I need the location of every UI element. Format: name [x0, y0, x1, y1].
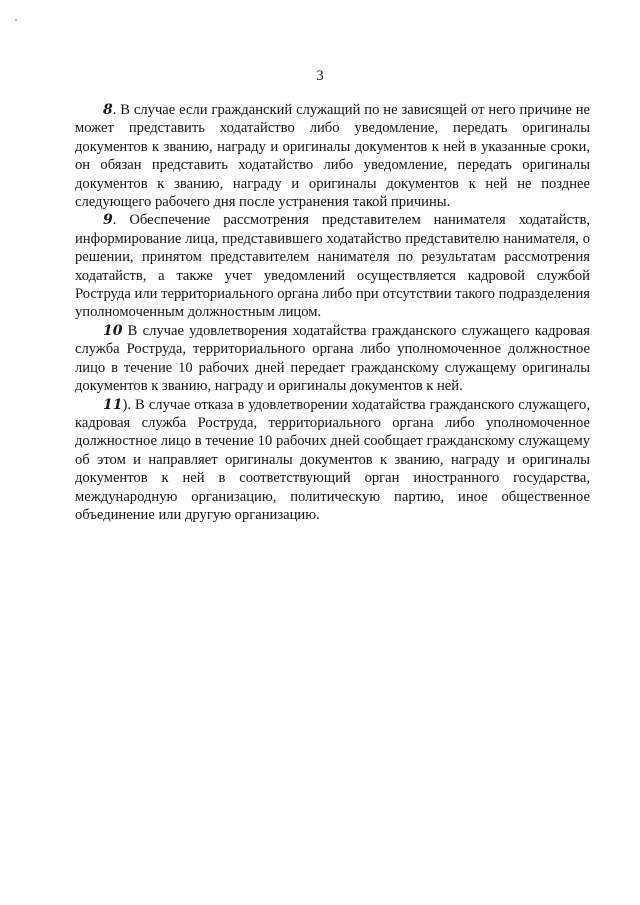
- paragraph-10: [75, 322, 590, 396]
- paragraph-8-text: . В случае если гражданский служащий по не зависящей от него причине не может представить ходатайство либо уведомление, передать оригиналы документов к званию, награду и оригиналы документов к ней в указанные сроки, он обязан представить ходатайство либо уведомление, передать оригиналы документов к званию, награду и оригиналы документов к ней не позднее следующего рабочего дня после устранения такой причины.: [75, 102, 590, 211]
- paragraph-11: [75, 396, 590, 525]
- handwritten-number-9: 9: [103, 212, 113, 229]
- paragraph-11-text: ). В случае отказа в удовлетворении ходатайства гражданского служащего, кадровая служба Роструда, территориального органа либо уполномоченное должностное лицо в течение 10 рабочих дней сообщает гражданскому служащему об этом и направляет оригиналы документов к званию, награду и оригиналы документов к ней в соответствующий орган иностранного государства, международную организацию, политическую партию, иное общественное объединение или другую организацию.: [75, 396, 590, 523]
- paragraph-8: [75, 101, 590, 211]
- handwritten-number-8: 8: [103, 102, 113, 118]
- document-body: [75, 101, 590, 524]
- scan-speck: [15, 19, 17, 21]
- handwritten-number-11: 11: [103, 396, 123, 413]
- paragraph-9: [75, 211, 590, 321]
- paragraph-9-text: . Обеспечение рассмотрения представителем нанимателя ходатайств, информирование лица, представившего ходатайство представителю нанимателя, о решении, принятом представителем нанимателя по результатам рассмотрения ходатайств, а также учет уведомлений осуществляется кадровой службой Роструда или территориального органа либо при отсутствии такого подразделения уполномоченным должностным лицом.: [75, 212, 590, 321]
- handwritten-number-10: 10: [103, 322, 123, 339]
- paragraph-10-text: В случае удовлетворения ходатайства гражданского служащего кадровая служба Роструда, территориального органа либо уполномоченное должностное лицо в течение 10 рабочих дней передает гражданскому служащему оригиналы документов к званию, награду и оригиналы документов к ней.: [75, 322, 590, 395]
- page-number: 3: [316, 68, 324, 84]
